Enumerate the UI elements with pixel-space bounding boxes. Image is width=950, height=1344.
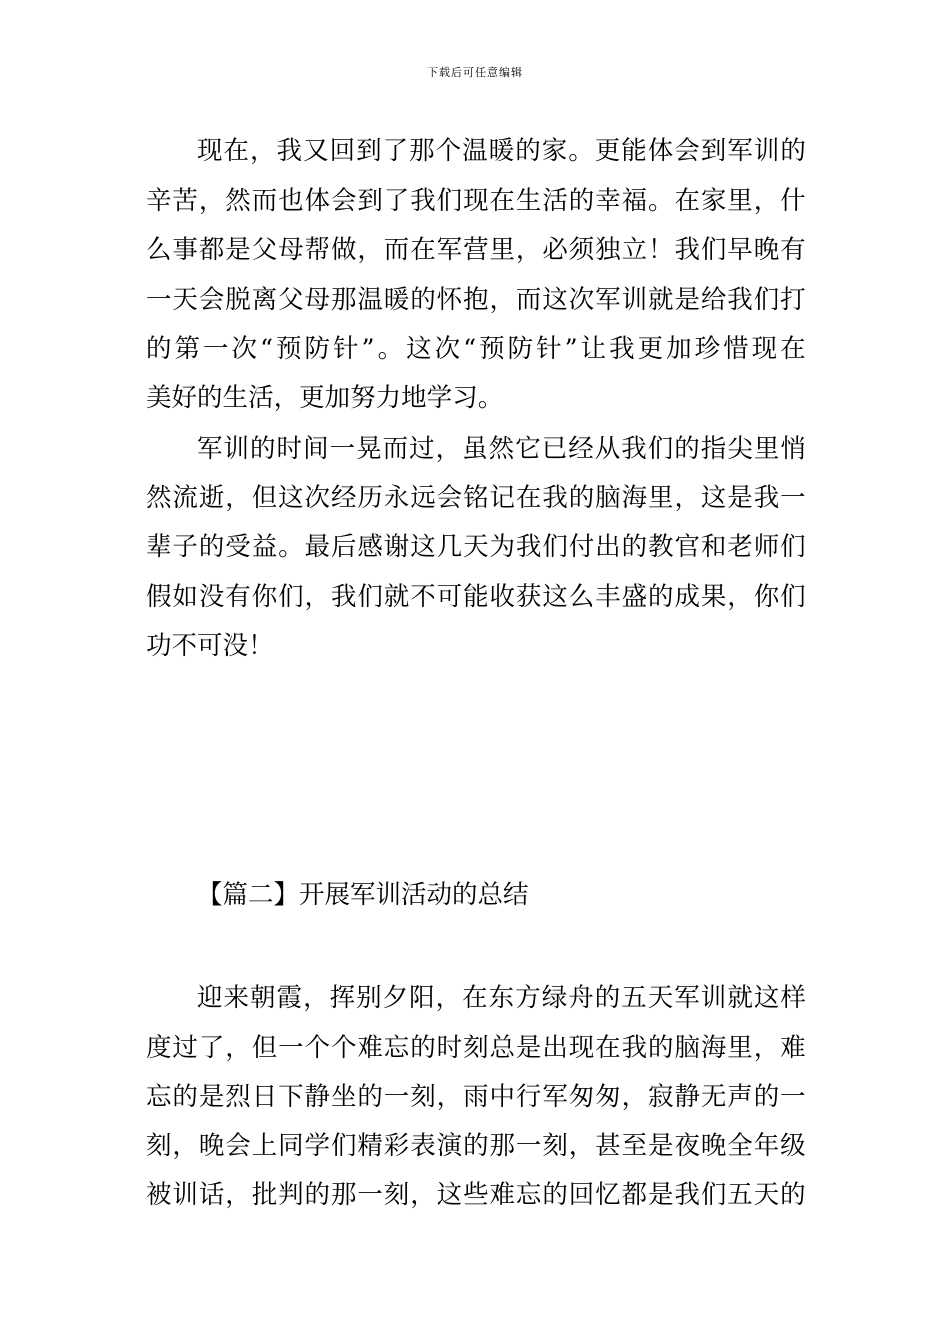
paragraph-line: 辛 苦 ， 然 而 也 体 会 到 了 我 们 现 在 生 活 的 幸 福 。 在 家 里 ， 什 [146, 186, 806, 216]
paragraph-line: 辈 子 的 受 益 。 最 后 感 谢 这 几 天 为 我 们 付 出 的 教 官 和 老 师 们 [146, 532, 806, 562]
paragraph-line: 一 天 会 脱 离 父 母 那 温 暖 的 怀 抱 ， 而 这 次 军 训 就 是 给 我 们 打 [146, 285, 806, 315]
paragraph-line: 被 训 话 ， 批 判 的 那 一 刻 ， 这 些 难 忘 的 回 忆 都 是 我 们 五 天 的 [146, 1180, 806, 1210]
paragraph-line: 的 第 一 次 “ 预 防 针 ” 。 这 次 “ 预 防 针 ” 让 我 更 加 珍 惜 现 在 [146, 334, 806, 364]
paragraph-line: 然 流 逝 ， 但 这 次 经 历 永 远 会 铭 记 在 我 的 脑 海 里 ， 这 是 我 一 [146, 483, 806, 513]
paragraph-line: 刻 ， 晚 会 上 同 学 们 精 彩 表 演 的 那 一 刻 ， 甚 至 是 夜 晚 全 年 级 [146, 1131, 806, 1161]
paragraph-line: 迎 来 朝 霞 ， 挥 别 夕 阳 ， 在 东 方 绿 舟 的 五 天 军 训 就 这 样 [197, 983, 806, 1013]
paragraph-line: 假 如 没 有 你 们 ， 我 们 就 不 可 能 收 获 这 么 丰 盛 的 成 果 ， 你 们 [146, 582, 806, 612]
paragraph-line: 美 好 的 生 活 ， 更 加 努 力 地 学 习 。 [146, 383, 504, 413]
paragraph-line: 现 在 ， 我 又 回 到 了 那 个 温 暖 的 家 。 更 能 体 会 到 军 训 的 [197, 136, 806, 166]
paragraph-line: 么 事 都 是 父 母 帮 做 ， 而 在 军 营 里 ， 必 须 独 立 ！ 我 们 早 晚 有 [146, 235, 806, 265]
paragraph-line: 功 不 可 没 ！ [146, 631, 274, 661]
paragraph-line: 忘 的 是 烈 日 下 静 坐 的 一 刻 ， 雨 中 行 军 匆 匆 ， 寂 静 无 声 的 一 [146, 1082, 806, 1112]
section-heading: 【篇二】开展军训活动的总结 [197, 880, 529, 910]
paragraph-line: 度 过 了 ， 但 一 个 个 难 忘 的 时 刻 总 是 出 现 在 我 的 脑 海 里 ， 难 [146, 1033, 806, 1063]
page-header-note: 下载后可任意编辑 [427, 66, 523, 79]
paragraph-line: 军 训 的 时 间 一 晃 而 过 ， 虽 然 它 已 经 从 我 们 的 指 尖 里 悄 [197, 434, 806, 464]
